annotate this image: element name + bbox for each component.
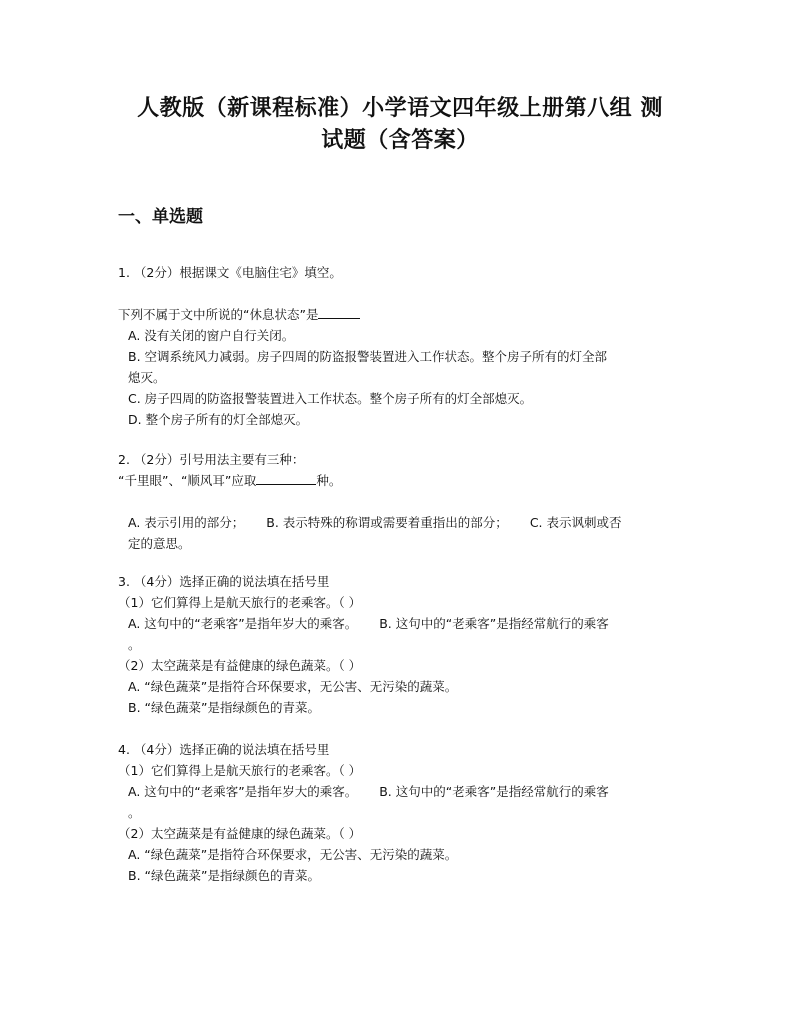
question-4-sub1: （1）它们算得上是航天旅行的老乘客。（ ） bbox=[118, 763, 362, 778]
question-1-option-b-cont: 熄灭。 bbox=[128, 370, 166, 385]
question-2-option-c-cont: 定的意思。 bbox=[128, 536, 191, 551]
question-2 bbox=[118, 449, 622, 554]
question-1-stem: 1. （2分）根据课文《电脑住宅》填空。 bbox=[118, 265, 342, 280]
question-1-option-d: D. 整个房子所有的灯全部熄灭。 bbox=[128, 412, 309, 427]
question-2-options bbox=[118, 512, 622, 533]
question-2-option-b: B. 表示特殊的称谓或需要着重指出的部分； bbox=[266, 515, 508, 530]
question-4-sub1-option-a: A. 这句中的“老乘客”是指年岁大的乘客。 bbox=[128, 784, 358, 799]
question-1-option-c: C. 房子四周的防盗报警装置进入工作状态。整个房子所有的灯全部熄灭。 bbox=[128, 391, 533, 406]
question-3-sub1-end: 。 bbox=[128, 637, 141, 652]
answer-blank bbox=[318, 306, 360, 319]
question-1-option-a: A. 没有关闭的窗户自行关闭。 bbox=[128, 328, 295, 343]
question-2-option-c: C. 表示讽刺或否 bbox=[529, 515, 622, 530]
title-line-2: 试题（含答案） bbox=[321, 127, 479, 153]
question-4-sub2-option-a: A. “绿色蔬菜”是指符合环保要求，无公害、无污染的蔬菜。 bbox=[128, 847, 458, 862]
question-4-stem: 4. （4分）选择正确的说法填在括号里 bbox=[118, 742, 330, 757]
question-4-sub2: （2）太空蔬菜是有益健康的绿色蔬菜。（ ） bbox=[118, 826, 362, 841]
question-3-sub1: （1）它们算得上是航天旅行的老乘客。（ ） bbox=[118, 595, 362, 610]
question-3-sub1-options bbox=[118, 613, 609, 634]
question-4-sub1-end: 。 bbox=[128, 805, 141, 820]
question-1 bbox=[118, 262, 607, 430]
answer-blank bbox=[256, 472, 316, 485]
document-title bbox=[110, 92, 690, 156]
question-2-stem: 2. （2分）引号用法主要有三种： bbox=[118, 452, 305, 467]
question-3-sub1-option-a: A. 这句中的“老乘客”是指年岁大的乘客。 bbox=[128, 616, 358, 631]
section-heading: 一、单选题 bbox=[118, 207, 203, 227]
question-4 bbox=[118, 739, 609, 886]
question-4-sub1-option-b: B. 这句中的“老乘客”是指经常航行的乘客 bbox=[379, 784, 609, 799]
title-line-1: 人教版（新课程标准）小学语文四年级上册第八组 测 bbox=[137, 95, 663, 121]
question-4-sub1-options bbox=[118, 781, 609, 802]
question-1-option-b: B. 空调系统风力减弱。房子四周的防盗报警装置进入工作状态。整个房子所有的灯全部 bbox=[128, 349, 608, 364]
question-3-sub1-option-b: B. 这句中的“老乘客”是指经常航行的乘客 bbox=[379, 616, 609, 631]
question-2-line2: “千里眼”、“顺风耳”应取 种。 bbox=[118, 473, 342, 488]
question-3-sub2-option-b: B. “绿色蔬菜”是指绿颜色的青菜。 bbox=[128, 700, 320, 715]
question-3-sub2-option-a: A. “绿色蔬菜”是指符合环保要求，无公害、无污染的蔬菜。 bbox=[128, 679, 458, 694]
question-3-sub2: （2）太空蔬菜是有益健康的绿色蔬菜。（ ） bbox=[118, 658, 362, 673]
question-3 bbox=[118, 571, 609, 718]
question-1-prompt: 下列不属于文中所说的“休息状态”是 bbox=[118, 304, 607, 325]
question-4-sub2-option-b: B. “绿色蔬菜”是指绿颜色的青菜。 bbox=[128, 868, 320, 883]
question-3-stem: 3. （4分）选择正确的说法填在括号里 bbox=[118, 574, 330, 589]
question-2-option-a: A. 表示引用的部分； bbox=[128, 515, 245, 530]
